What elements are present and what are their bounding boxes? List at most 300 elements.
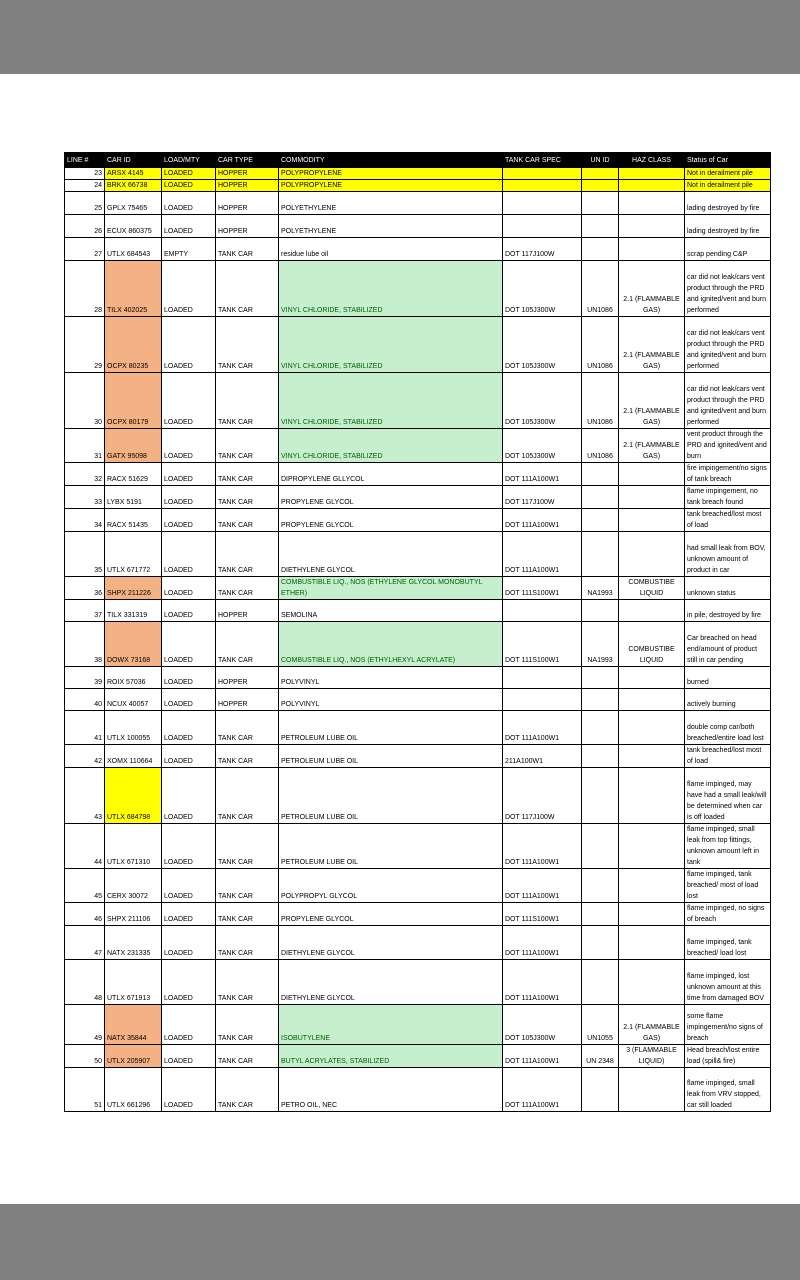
un-id-cell: UN 2348 xyxy=(582,1045,619,1068)
tank-spec-cell: DOT 105J300W xyxy=(503,1005,582,1045)
un-id-cell xyxy=(582,768,619,824)
car-type-cell: HOPPER xyxy=(216,215,279,238)
commodity-cell: PROPYLENE GLYCOL xyxy=(279,509,503,532)
tank-spec-cell xyxy=(503,180,582,192)
header-load: LOAD/MTY xyxy=(162,153,216,168)
car-id-cell: UTLX 100055 xyxy=(105,711,162,745)
table-row xyxy=(65,180,771,192)
table-row xyxy=(65,926,771,960)
status-cell: flame impinged, tank breached/ load lost xyxy=(685,926,771,960)
table-row xyxy=(65,373,771,429)
line-number-cell: 42 xyxy=(65,745,105,768)
line-number-cell: 25 xyxy=(65,192,105,215)
tank-spec-cell: 211A100W1 xyxy=(503,745,582,768)
car-id-cell: OCPX 80235 xyxy=(105,317,162,373)
line-number-cell: 40 xyxy=(65,689,105,711)
line-number-cell: 36 xyxy=(65,577,105,600)
car-id-cell: CERX 30072 xyxy=(105,869,162,903)
car-type-cell: TANK CAR xyxy=(216,317,279,373)
car-id-cell: NATX 231335 xyxy=(105,926,162,960)
table-row xyxy=(65,824,771,869)
status-cell: double comp car/both breached/entire load lost xyxy=(685,711,771,745)
un-id-cell xyxy=(582,903,619,926)
commodity-cell: POLYETHYLENE xyxy=(279,215,503,238)
load-cell: LOADED xyxy=(162,192,216,215)
table-row xyxy=(65,238,771,261)
tank-spec-cell xyxy=(503,215,582,238)
commodity-cell: PETROLEUM LUBE OIL xyxy=(279,768,503,824)
car-id-cell: LYBX 5191 xyxy=(105,486,162,509)
tank-spec-cell: DOT 111A100W1 xyxy=(503,463,582,486)
car-type-cell: HOPPER xyxy=(216,168,279,180)
car-type-cell: TANK CAR xyxy=(216,903,279,926)
bottom-gray-bar xyxy=(0,1204,800,1280)
table-row xyxy=(65,261,771,317)
un-id-cell xyxy=(582,238,619,261)
commodity-cell: COMBUSTIBLE LIQ., NOS (ETHYLENE GLYCOL MONOBUTYL ETHER) xyxy=(279,577,503,600)
car-type-cell: TANK CAR xyxy=(216,429,279,463)
header-row xyxy=(65,153,771,168)
haz-class-cell xyxy=(619,168,685,180)
load-cell: LOADED xyxy=(162,711,216,745)
line-number-cell: 45 xyxy=(65,869,105,903)
load-cell: LOADED xyxy=(162,429,216,463)
car-id-cell: DOWX 73168 xyxy=(105,622,162,667)
load-cell: LOADED xyxy=(162,1068,216,1112)
status-cell: Not in derailment pile xyxy=(685,180,771,192)
un-id-cell: UN1086 xyxy=(582,373,619,429)
car-type-cell: TANK CAR xyxy=(216,486,279,509)
status-cell: had small leak from BOV, unknown amount of product in car xyxy=(685,532,771,577)
load-cell: LOADED xyxy=(162,768,216,824)
un-id-cell xyxy=(582,960,619,1005)
table-row xyxy=(65,711,771,745)
un-id-cell xyxy=(582,869,619,903)
haz-class-cell xyxy=(619,1068,685,1112)
load-cell: LOADED xyxy=(162,373,216,429)
tank-spec-cell: DOT 111A100W1 xyxy=(503,926,582,960)
car-type-cell: TANK CAR xyxy=(216,373,279,429)
load-cell: LOADED xyxy=(162,926,216,960)
load-cell: LOADED xyxy=(162,509,216,532)
table-row xyxy=(65,1005,771,1045)
car-id-cell: UTLX 671772 xyxy=(105,532,162,577)
car-id-cell: RACX 51629 xyxy=(105,463,162,486)
car-id-cell: GATX 95098 xyxy=(105,429,162,463)
car-type-cell: TANK CAR xyxy=(216,622,279,667)
tank-spec-cell: DOT 111S100W1 xyxy=(503,903,582,926)
haz-class-cell: 2.1 (FLAMMABLE GAS) xyxy=(619,373,685,429)
load-cell: LOADED xyxy=(162,463,216,486)
commodity-cell: VINYL CHLORIDE, STABILIZED xyxy=(279,429,503,463)
line-number-cell: 26 xyxy=(65,215,105,238)
commodity-cell: ISOBUTYLENE xyxy=(279,1005,503,1045)
tank-spec-cell: DOT 111A100W1 xyxy=(503,1068,582,1112)
tank-spec-cell: DOT 105J300W xyxy=(503,373,582,429)
line-number-cell: 38 xyxy=(65,622,105,667)
status-cell: lading destroyed by fire xyxy=(685,192,771,215)
load-cell: LOADED xyxy=(162,960,216,1005)
car-type-cell: HOPPER xyxy=(216,192,279,215)
tank-spec-cell: DOT 111S100W1 xyxy=(503,577,582,600)
car-type-cell: HOPPER xyxy=(216,180,279,192)
status-cell: tank breached/lost most of load xyxy=(685,509,771,532)
table-row xyxy=(65,486,771,509)
un-id-cell xyxy=(582,926,619,960)
un-id-cell xyxy=(582,745,619,768)
table-row xyxy=(65,667,771,689)
haz-class-cell xyxy=(619,960,685,1005)
tank-spec-cell: DOT 111A100W1 xyxy=(503,960,582,1005)
load-cell: LOADED xyxy=(162,1045,216,1068)
line-number-cell: 49 xyxy=(65,1005,105,1045)
status-cell: lading destroyed by fire xyxy=(685,215,771,238)
load-cell: LOADED xyxy=(162,168,216,180)
line-number-cell: 28 xyxy=(65,261,105,317)
car-id-cell: UTLX 671310 xyxy=(105,824,162,869)
table-row xyxy=(65,745,771,768)
header-car-type: CAR TYPE xyxy=(216,153,279,168)
commodity-cell: BUTYL ACRYLATES, STABILIZED xyxy=(279,1045,503,1068)
header-haz-class: HAZ CLASS xyxy=(619,153,685,168)
table-row xyxy=(65,463,771,486)
table-row xyxy=(65,869,771,903)
car-id-cell: OCPX 80179 xyxy=(105,373,162,429)
line-number-cell: 23 xyxy=(65,168,105,180)
status-cell: Head breach/lost entire load (spill& fire) xyxy=(685,1045,771,1068)
load-cell: LOADED xyxy=(162,667,216,689)
status-cell: flame impinged, tank breached/ most of load lost xyxy=(685,869,771,903)
haz-class-cell xyxy=(619,903,685,926)
header-tank-spec: TANK CAR SPEC xyxy=(503,153,582,168)
tank-spec-cell: DOT 111A100W1 xyxy=(503,532,582,577)
un-id-cell xyxy=(582,1068,619,1112)
haz-class-cell xyxy=(619,745,685,768)
car-type-cell: TANK CAR xyxy=(216,745,279,768)
car-type-cell: TANK CAR xyxy=(216,532,279,577)
un-id-cell xyxy=(582,689,619,711)
status-cell: vent product through the PRD and ignited/vent and burn xyxy=(685,429,771,463)
car-id-cell: UTLX 684798 xyxy=(105,768,162,824)
haz-class-cell xyxy=(619,926,685,960)
un-id-cell xyxy=(582,463,619,486)
line-number-cell: 44 xyxy=(65,824,105,869)
haz-class-cell: 2.1 (FLAMMABLE GAS) xyxy=(619,317,685,373)
header-car-id: CAR ID xyxy=(105,153,162,168)
status-cell: burned xyxy=(685,667,771,689)
commodity-cell: PETROLEUM LUBE OIL xyxy=(279,745,503,768)
tank-spec-cell: DOT 105J300W xyxy=(503,261,582,317)
haz-class-cell xyxy=(619,532,685,577)
document-page xyxy=(0,74,800,1204)
haz-class-cell xyxy=(619,215,685,238)
status-cell: car did not leak/cars vent product through the PRD and ignited/vent and burn performed xyxy=(685,317,771,373)
table-row xyxy=(65,429,771,463)
haz-class-cell: 2.1 (FLAMMABLE GAS) xyxy=(619,429,685,463)
line-number-cell: 48 xyxy=(65,960,105,1005)
car-id-cell: TILX 402025 xyxy=(105,261,162,317)
car-id-cell: RACX 51435 xyxy=(105,509,162,532)
commodity-cell: POLYETHYLENE xyxy=(279,192,503,215)
tank-spec-cell xyxy=(503,600,582,622)
load-cell: LOADED xyxy=(162,745,216,768)
un-id-cell: NA1993 xyxy=(582,577,619,600)
line-number-cell: 34 xyxy=(65,509,105,532)
commodity-cell: DIETHYLENE GLYCOL xyxy=(279,960,503,1005)
load-cell: LOADED xyxy=(162,261,216,317)
line-number-cell: 27 xyxy=(65,238,105,261)
status-cell: flame impinged, may have had a small leak/will be determined when car is off loaded xyxy=(685,768,771,824)
load-cell: LOADED xyxy=(162,317,216,373)
car-id-cell: SHPX 211226 xyxy=(105,577,162,600)
commodity-cell: POLYPROPYLENE xyxy=(279,180,503,192)
table-row xyxy=(65,622,771,667)
car-type-cell: TANK CAR xyxy=(216,1005,279,1045)
car-type-cell: TANK CAR xyxy=(216,261,279,317)
status-cell: some flame impingement/no signs of breach xyxy=(685,1005,771,1045)
header-line: LINE # xyxy=(65,153,105,168)
header-status: Status of Car xyxy=(685,153,771,168)
table-row xyxy=(65,600,771,622)
load-cell: LOADED xyxy=(162,577,216,600)
haz-class-cell xyxy=(619,192,685,215)
haz-class-cell xyxy=(619,600,685,622)
table-row xyxy=(65,168,771,180)
car-type-cell: TANK CAR xyxy=(216,238,279,261)
status-cell: flame impingement, no tank breach found xyxy=(685,486,771,509)
status-cell: actively burning xyxy=(685,689,771,711)
table-row xyxy=(65,689,771,711)
load-cell: LOADED xyxy=(162,1005,216,1045)
car-id-cell: NATX 35844 xyxy=(105,1005,162,1045)
table-row xyxy=(65,768,771,824)
car-type-cell: TANK CAR xyxy=(216,1045,279,1068)
car-type-cell: TANK CAR xyxy=(216,577,279,600)
haz-class-cell xyxy=(619,509,685,532)
header-un-id: UN ID xyxy=(582,153,619,168)
line-number-cell: 43 xyxy=(65,768,105,824)
haz-class-cell xyxy=(619,180,685,192)
un-id-cell xyxy=(582,192,619,215)
tank-spec-cell xyxy=(503,192,582,215)
table-row xyxy=(65,1068,771,1112)
line-number-cell: 32 xyxy=(65,463,105,486)
haz-class-cell: 2.1 (FLAMMABLE GAS) xyxy=(619,1005,685,1045)
table-row xyxy=(65,532,771,577)
car-id-cell: UTLX 205907 xyxy=(105,1045,162,1068)
tank-spec-cell: DOT 111A100W1 xyxy=(503,1045,582,1068)
haz-class-cell xyxy=(619,824,685,869)
status-cell: in pile, destroyed by fire xyxy=(685,600,771,622)
line-number-cell: 50 xyxy=(65,1045,105,1068)
un-id-cell: UN1086 xyxy=(582,317,619,373)
line-number-cell: 39 xyxy=(65,667,105,689)
load-cell: LOADED xyxy=(162,903,216,926)
line-number-cell: 33 xyxy=(65,486,105,509)
line-number-cell: 30 xyxy=(65,373,105,429)
table-row xyxy=(65,1045,771,1068)
commodity-cell: DIETHYLENE GLYCOL xyxy=(279,926,503,960)
car-id-cell: SHPX 211106 xyxy=(105,903,162,926)
commodity-cell: PROPYLENE GLYCOL xyxy=(279,486,503,509)
status-cell: car did not leak/cars vent product through the PRD and ignited/vent and burn performed xyxy=(685,261,771,317)
tank-spec-cell: DOT 117J100W xyxy=(503,486,582,509)
load-cell: LOADED xyxy=(162,486,216,509)
status-cell: flame impinged, small leak from top fittings, unknown amount left in tank xyxy=(685,824,771,869)
status-cell: flame impinged, small leak from VRV stopped, car still loaded xyxy=(685,1068,771,1112)
line-number-cell: 37 xyxy=(65,600,105,622)
commodity-cell: VINYL CHLORIDE, STABILIZED xyxy=(279,373,503,429)
commodity-cell: COMBUSTIBLE LIQ., NOS (ETHYLHEXYL ACRYLATE) xyxy=(279,622,503,667)
commodity-cell: SEMOLINA xyxy=(279,600,503,622)
tank-spec-cell xyxy=(503,689,582,711)
load-cell: LOADED xyxy=(162,215,216,238)
car-type-cell: TANK CAR xyxy=(216,926,279,960)
un-id-cell xyxy=(582,667,619,689)
un-id-cell xyxy=(582,509,619,532)
commodity-cell: POLYVINYL xyxy=(279,689,503,711)
un-id-cell xyxy=(582,711,619,745)
car-id-cell: TILX 331319 xyxy=(105,600,162,622)
haz-class-cell xyxy=(619,238,685,261)
line-number-cell: 41 xyxy=(65,711,105,745)
commodity-cell: PROPYLENE GLYCOL xyxy=(279,903,503,926)
commodity-cell: POLYVINYL xyxy=(279,667,503,689)
car-type-cell: HOPPER xyxy=(216,667,279,689)
haz-class-cell: COMBUSTIBE LIQUID xyxy=(619,622,685,667)
line-number-cell: 35 xyxy=(65,532,105,577)
load-cell: LOADED xyxy=(162,180,216,192)
tank-spec-cell: DOT 105J300W xyxy=(503,429,582,463)
commodity-cell: PETROLEUM LUBE OIL xyxy=(279,824,503,869)
commodity-cell: VINYL CHLORIDE, STABILIZED xyxy=(279,317,503,373)
haz-class-cell xyxy=(619,486,685,509)
un-id-cell: NA1993 xyxy=(582,622,619,667)
top-gray-bar xyxy=(0,0,800,74)
status-cell: flame impinged, no signs of breach xyxy=(685,903,771,926)
car-id-cell: XOMX 110664 xyxy=(105,745,162,768)
un-id-cell xyxy=(582,486,619,509)
haz-class-cell xyxy=(619,768,685,824)
status-cell: unknown status xyxy=(685,577,771,600)
tank-spec-cell xyxy=(503,667,582,689)
haz-class-cell: 3 (FLAMMABLE LIQUID) xyxy=(619,1045,685,1068)
car-id-cell: ECUX 860375 xyxy=(105,215,162,238)
tank-spec-cell: DOT 117J100W xyxy=(503,238,582,261)
haz-class-cell xyxy=(619,667,685,689)
haz-class-cell: 2.1 (FLAMMABLE GAS) xyxy=(619,261,685,317)
status-cell: flame impinged, lost unknown amount at this time from damaged BOV xyxy=(685,960,771,1005)
car-id-cell: ROIX 57036 xyxy=(105,667,162,689)
car-id-cell: BRKX 66738 xyxy=(105,180,162,192)
table-row xyxy=(65,903,771,926)
load-cell: LOADED xyxy=(162,622,216,667)
line-number-cell: 24 xyxy=(65,180,105,192)
car-type-cell: TANK CAR xyxy=(216,711,279,745)
load-cell: LOADED xyxy=(162,689,216,711)
status-cell: car did not leak/cars vent product through the PRD and ignited/vent and burn performed xyxy=(685,373,771,429)
car-type-cell: HOPPER xyxy=(216,689,279,711)
un-id-cell xyxy=(582,215,619,238)
status-cell: tank breached/lost most of load xyxy=(685,745,771,768)
load-cell: LOADED xyxy=(162,869,216,903)
commodity-cell: POLYPROPYL GLYCOL xyxy=(279,869,503,903)
un-id-cell: UN1086 xyxy=(582,261,619,317)
haz-class-cell xyxy=(619,711,685,745)
commodity-cell: PETRO OIL, NEC xyxy=(279,1068,503,1112)
line-number-cell: 46 xyxy=(65,903,105,926)
car-type-cell: TANK CAR xyxy=(216,824,279,869)
header-commodity: COMMODITY xyxy=(279,153,503,168)
tank-spec-cell xyxy=(503,168,582,180)
table-row xyxy=(65,509,771,532)
car-type-cell: HOPPER xyxy=(216,600,279,622)
tank-spec-cell: DOT 111A100W1 xyxy=(503,869,582,903)
commodity-cell: VINYL CHLORIDE, STABILIZED xyxy=(279,261,503,317)
tank-spec-cell: DOT 111A100W1 xyxy=(503,711,582,745)
derailment-car-table xyxy=(64,152,771,1112)
tank-spec-cell: DOT 111A100W1 xyxy=(503,509,582,532)
line-number-cell: 31 xyxy=(65,429,105,463)
line-number-cell: 51 xyxy=(65,1068,105,1112)
commodity-cell: PETROLEUM LUBE OIL xyxy=(279,711,503,745)
un-id-cell xyxy=(582,600,619,622)
commodity-cell: POLYPROPYLENE xyxy=(279,168,503,180)
load-cell: LOADED xyxy=(162,600,216,622)
commodity-cell: DIETHYLENE GLYCOL xyxy=(279,532,503,577)
tank-spec-cell: DOT 117J100W xyxy=(503,768,582,824)
haz-class-cell: COMBUSTIBE LIQUID xyxy=(619,577,685,600)
table-row xyxy=(65,577,771,600)
un-id-cell: UN1055 xyxy=(582,1005,619,1045)
un-id-cell xyxy=(582,532,619,577)
table-row xyxy=(65,960,771,1005)
haz-class-cell xyxy=(619,869,685,903)
haz-class-cell xyxy=(619,689,685,711)
car-type-cell: TANK CAR xyxy=(216,509,279,532)
car-id-cell: GPLX 75465 xyxy=(105,192,162,215)
status-cell: fire impingement/no signs of tank breach xyxy=(685,463,771,486)
table-row xyxy=(65,317,771,373)
status-cell: Not in derailment pile xyxy=(685,168,771,180)
status-cell: scrap pending C&P xyxy=(685,238,771,261)
table-row xyxy=(65,192,771,215)
car-type-cell: TANK CAR xyxy=(216,869,279,903)
tank-spec-cell: DOT 111A100W1 xyxy=(503,824,582,869)
car-type-cell: TANK CAR xyxy=(216,768,279,824)
tank-spec-cell: DOT 111S100W1 xyxy=(503,622,582,667)
status-cell: Car breached on head end/amount of product still in car pending xyxy=(685,622,771,667)
car-id-cell: NCUX 40057 xyxy=(105,689,162,711)
commodity-cell: DIPROPYLENE GLLYCOL xyxy=(279,463,503,486)
load-cell: EMPTY xyxy=(162,238,216,261)
commodity-cell: residue lube oil xyxy=(279,238,503,261)
un-id-cell: UN1086 xyxy=(582,429,619,463)
line-number-cell: 29 xyxy=(65,317,105,373)
un-id-cell xyxy=(582,824,619,869)
car-type-cell: TANK CAR xyxy=(216,463,279,486)
car-id-cell: UTLX 661296 xyxy=(105,1068,162,1112)
table-row xyxy=(65,215,771,238)
tank-spec-cell: DOT 105J300W xyxy=(503,317,582,373)
car-id-cell: ARSX 4145 xyxy=(105,168,162,180)
load-cell: LOADED xyxy=(162,824,216,869)
line-number-cell: 47 xyxy=(65,926,105,960)
load-cell: LOADED xyxy=(162,532,216,577)
car-type-cell: TANK CAR xyxy=(216,1068,279,1112)
car-id-cell: UTLX 684543 xyxy=(105,238,162,261)
haz-class-cell xyxy=(619,463,685,486)
